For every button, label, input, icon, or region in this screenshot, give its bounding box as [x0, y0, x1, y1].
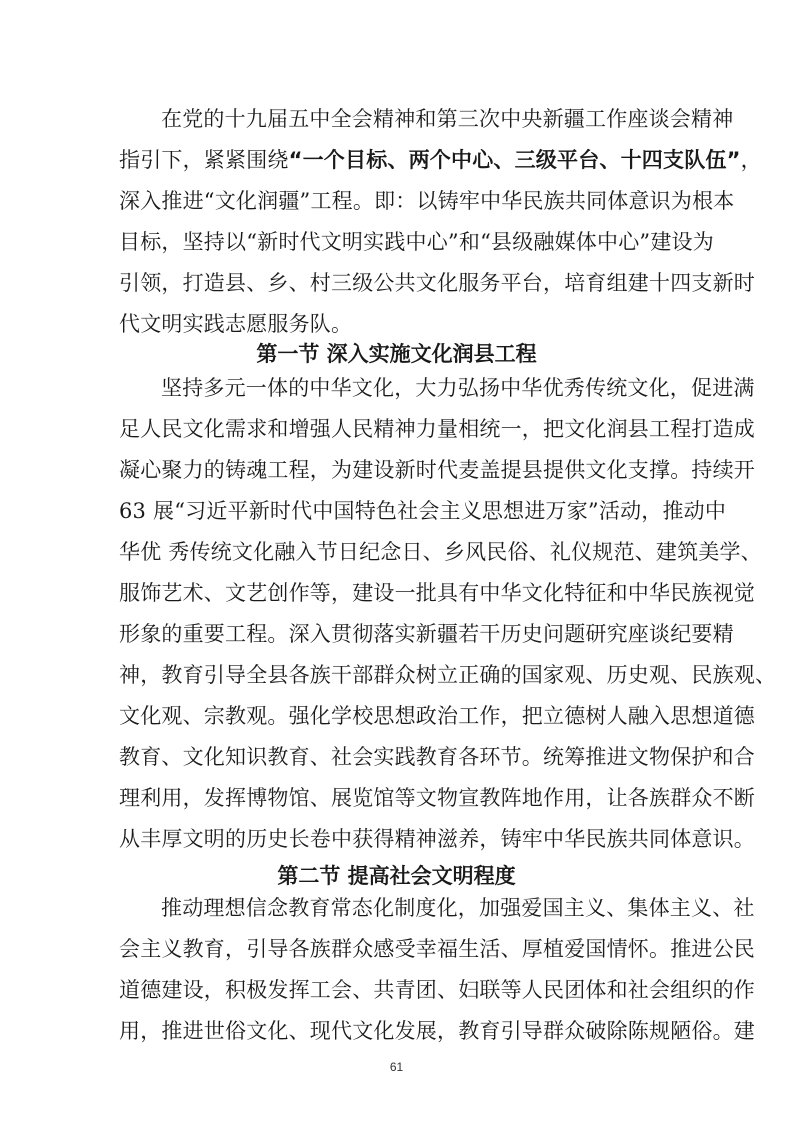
paragraph-line: 神，教育引导全县各族干部群众树立正确的国家观、历史观、民族观、 [119, 663, 777, 687]
paragraph-line: 形象的重要工程。深入贯彻落实新疆若干历史问题研究座谈纪要精 [119, 622, 734, 646]
paragraph-line: 从丰厚文明的历史长卷中获得精神滋养，铸牢中华民族共同体意识。 [119, 827, 755, 851]
paragraph-line: 目标，坚持以“新时代文明实践中心”和“县级融媒体中心”建设为 [119, 230, 714, 254]
paragraph-line: 63 展“习近平新时代中国特色社会主义思想进万家”活动，推动中 [119, 499, 727, 523]
paragraph-line: 服饰艺术、文艺创作等，建设一批具有中华文化特征和中华民族视觉 [119, 581, 755, 605]
paragraph-line: 用，推进世俗文化、现代文化发展，教育引导群众破除陈规陋俗。建 [119, 1019, 755, 1043]
paragraph-line: 教育、文化知识教育、社会实践教育各环节。统筹推进文物保护和合 [119, 745, 755, 769]
paragraph-text: 指引下，紧紧围绕 [119, 148, 289, 172]
paragraph-line: 推动理想信念教育常态化制度化，加强爱国主义、集体主义、社 [161, 896, 755, 920]
paragraph-line: 坚持多元一体的中华文化，大力弘扬中华优秀传统文化，促进满 [161, 376, 755, 400]
emphasis-text: “一个目标、两个中心、三级平台、十四支队伍” [288, 148, 741, 172]
paragraph-line: 足人民文化需求和增强人民精神力量相统一，把文化润县工程打造成 [119, 417, 755, 441]
section-heading: 第一节 深入实施文化润县工程 [256, 342, 537, 366]
paragraph-line: 文化观、宗教观。强化学校思想政治工作，把立德树人融入思想道德 [119, 704, 755, 728]
paragraph-line: 代文明实践志愿服务队。 [119, 312, 353, 336]
paragraph-line: 华优 秀传统文化融入节日纪念日、乡风民俗、礼仪规范、建筑美学、 [119, 540, 762, 564]
paragraph-line: 在党的十九届五中全会精神和第三次中央新疆工作座谈会精神 [161, 107, 734, 131]
paragraph-line: 道德建设，积极发挥工会、共青团、妇联等人民团体和社会组织的作 [119, 978, 755, 1002]
page-number: 61 [389, 1060, 404, 1074]
paragraph-line: 深入推进“文化润疆”工程。即：以铸牢中华民族共同体意识为根本 [119, 189, 735, 213]
paragraph-line-with-emphasis [119, 142, 762, 178]
paragraph-text: ， [740, 148, 762, 172]
paragraph-line: 凝心聚力的铸魂工程，为建设新时代麦盖提县提供文化支撑。持续开 [119, 458, 755, 482]
paragraph-line: 会主义教育，引导各族群众感受幸福生活、厚植爱国情怀。推进公民 [119, 937, 755, 961]
paragraph-line: 引领，打造县、乡、村三级公共文化服务平台，培育组建十四支新时 [119, 271, 755, 295]
paragraph-line: 理利用，发挥博物馆、展览馆等文物宣教阵地作用，让各族群众不断 [119, 786, 755, 810]
section-heading: 第二节 提高社会文明程度 [277, 864, 516, 888]
